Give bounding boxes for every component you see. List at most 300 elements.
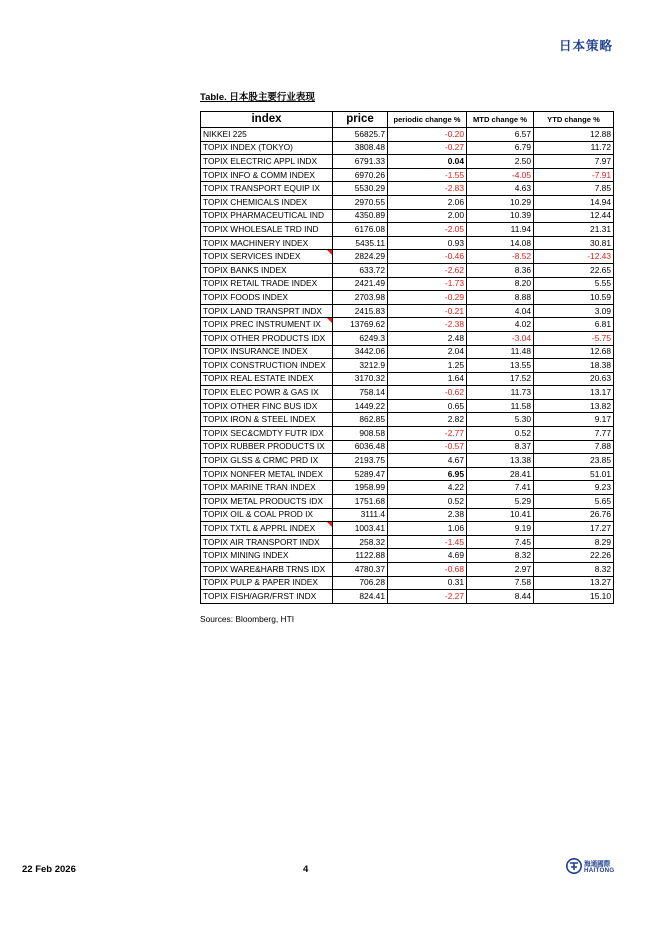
cell-periodic-change-text: -2.77 <box>444 427 464 438</box>
cell-price-text: 258.32 <box>359 536 385 547</box>
cell-ytd-change-text: 20.63 <box>590 373 611 384</box>
footer-date: 22 Feb 2026 <box>22 864 76 875</box>
cell-ytd-change-text: 22.26 <box>590 550 611 561</box>
table-caption: Table. 日本股主要行业表现 <box>200 92 315 103</box>
cell-ytd-change <box>534 359 614 373</box>
table-row <box>201 223 614 237</box>
cell-periodic-change <box>388 250 467 264</box>
cell-mtd-change <box>467 128 534 142</box>
cell-periodic-change-text: 1.25 <box>447 359 464 370</box>
cell-price-text: 13769.62 <box>350 319 385 330</box>
cell-index-name-text: TOPIX OTHER PRODUCTS IDX <box>203 332 326 343</box>
cell-ytd-change-text: 9.23 <box>594 482 611 493</box>
cell-index-name <box>201 467 333 481</box>
cell-ytd-change-text: 8.29 <box>594 536 611 547</box>
cell-ytd-change <box>534 563 614 577</box>
cell-mtd-change <box>467 304 534 318</box>
cell-ytd-change-text: 5.65 <box>594 495 611 506</box>
cell-mtd-change-text: -8.52 <box>511 251 531 262</box>
cell-mtd-change-text: 8.20 <box>514 278 531 289</box>
table-row <box>201 141 614 155</box>
cell-ytd-change-text: 26.76 <box>590 509 611 520</box>
table-row <box>201 399 614 413</box>
cell-index-name <box>201 291 333 305</box>
cell-mtd-change <box>467 508 534 522</box>
cell-price-text: 6970.26 <box>354 169 385 180</box>
cell-periodic-change <box>388 399 467 413</box>
cell-ytd-change <box>534 440 614 454</box>
cell-periodic-change <box>388 318 467 332</box>
cell-mtd-change-text: 13.55 <box>510 359 531 370</box>
cell-index-name <box>201 277 333 291</box>
cell-index-name <box>201 522 333 536</box>
cell-index-name-text: TOPIX MARINE TRAN INDEX <box>203 482 316 493</box>
cell-mtd-change <box>467 549 534 563</box>
table-header-row <box>201 112 614 128</box>
cell-index-name-text: TOPIX CONSTRUCTION INDEX <box>203 359 326 370</box>
cell-periodic-change-text: -0.29 <box>444 291 464 302</box>
cell-price <box>333 413 388 427</box>
table-row <box>201 495 614 509</box>
cell-index-name <box>201 508 333 522</box>
cell-mtd-change <box>467 495 534 509</box>
logo-text-cn: 海通國際 <box>584 861 611 868</box>
table-row <box>201 590 614 604</box>
table-row <box>201 413 614 427</box>
cell-mtd-change <box>467 522 534 536</box>
cell-mtd-change <box>467 155 534 169</box>
cell-price <box>333 209 388 223</box>
cell-mtd-change <box>467 427 534 441</box>
cell-mtd-change <box>467 250 534 264</box>
table-row <box>201 454 614 468</box>
cell-index-name-text: TOPIX AIR TRANSPORT INDX <box>203 536 320 547</box>
cell-index-name-text: TOPIX RUBBER PRODUCTS IX <box>203 441 325 452</box>
cell-ytd-change <box>534 413 614 427</box>
cell-price-text: 824.41 <box>359 590 385 601</box>
cell-ytd-change-text: 14.94 <box>590 196 611 207</box>
cell-periodic-change-text: -0.62 <box>444 387 464 398</box>
cell-ytd-change <box>534 304 614 318</box>
cell-index-name-text: TOPIX PULP & PAPER INDEX <box>203 577 318 588</box>
cell-mtd-change <box>467 413 534 427</box>
cell-index-name-text: TOPIX SERVICES INDEX <box>203 251 301 262</box>
cell-ytd-change <box>534 549 614 563</box>
cell-mtd-change-text: 14.08 <box>510 237 531 248</box>
cell-index-name <box>201 168 333 182</box>
cell-index-name-text: TOPIX FISH/AGR/FRST INDX <box>203 590 317 601</box>
cell-mtd-change-text: -3.04 <box>511 332 531 343</box>
table-row <box>201 467 614 481</box>
cell-ytd-change <box>534 399 614 413</box>
cell-periodic-change-text: 0.04 <box>447 155 464 166</box>
cell-periodic-change <box>388 549 467 563</box>
cell-index-name-text: TOPIX NONFER METAL INDEX <box>203 468 323 479</box>
cell-ytd-change-text: -7.91 <box>591 169 611 180</box>
cell-index-name-text: TOPIX SEC&CMDTY FUTR IDX <box>203 427 324 438</box>
cell-price <box>333 331 388 345</box>
cell-price-text: 6036.48 <box>354 441 385 452</box>
cell-index-name-text: TOPIX FOODS INDEX <box>203 291 289 302</box>
cell-ytd-change-text: 12.44 <box>590 210 611 221</box>
cell-mtd-change-text: 11.58 <box>510 400 531 411</box>
page-number: 4 <box>303 864 309 875</box>
cell-price-text: 3111.4 <box>360 509 385 520</box>
column-header-price: price <box>333 112 388 128</box>
cell-ytd-change-text: 51.01 <box>590 468 611 479</box>
cell-index-name <box>201 318 333 332</box>
table-row <box>201 359 614 373</box>
cell-mtd-change <box>467 277 534 291</box>
cell-index-name-text: NIKKEI 225 <box>203 128 247 139</box>
cell-periodic-change <box>388 359 467 373</box>
cell-periodic-change-text: -1.73 <box>444 278 464 289</box>
comment-flag-icon <box>327 522 332 527</box>
cell-price <box>333 386 388 400</box>
cell-periodic-change-text: 0.31 <box>447 577 464 588</box>
cell-price-text: 758.14 <box>359 387 385 398</box>
cell-ytd-change-text: 5.55 <box>594 278 611 289</box>
cell-ytd-change-text: 13.82 <box>590 400 611 411</box>
cell-index-name-text: TOPIX REAL ESTATE INDEX <box>203 373 314 384</box>
cell-periodic-change <box>388 427 467 441</box>
cell-price <box>333 454 388 468</box>
cell-mtd-change <box>467 209 534 223</box>
cell-price <box>333 522 388 536</box>
table-row <box>201 427 614 441</box>
cell-ytd-change <box>534 195 614 209</box>
cell-mtd-change-text: 8.37 <box>514 441 531 452</box>
column-header-periodic-change: periodic change % <box>388 112 467 128</box>
cell-mtd-change-text: 11.94 <box>510 223 531 234</box>
cell-periodic-change-text: 2.00 <box>447 210 464 221</box>
cell-index-name-text: TOPIX TRANSPORT EQUIP IX <box>203 183 320 194</box>
cell-price <box>333 481 388 495</box>
cell-periodic-change-text: -0.21 <box>444 305 464 316</box>
cell-ytd-change-text: 12.88 <box>590 128 611 139</box>
cell-index-name-text: TOPIX LAND TRANSPRT INDX <box>203 305 322 316</box>
cell-mtd-change-text: 0.52 <box>514 427 531 438</box>
cell-periodic-change <box>388 263 467 277</box>
cell-price-text: 4780.37 <box>354 563 385 574</box>
cell-ytd-change <box>534 372 614 386</box>
cell-index-name <box>201 563 333 577</box>
cell-ytd-change-text: 7.85 <box>594 183 611 194</box>
cell-price-text: 2193.75 <box>354 455 385 466</box>
cell-price <box>333 195 388 209</box>
cell-mtd-change-text: 5.29 <box>514 495 531 506</box>
cell-periodic-change <box>388 386 467 400</box>
cell-mtd-change <box>467 223 534 237</box>
cell-mtd-change <box>467 141 534 155</box>
cell-periodic-change <box>388 413 467 427</box>
cell-price <box>333 128 388 142</box>
cell-periodic-change-text: 2.04 <box>447 346 464 357</box>
cell-periodic-change <box>388 141 467 155</box>
table-row <box>201 508 614 522</box>
cell-mtd-change-text: 9.19 <box>514 523 531 534</box>
cell-mtd-change-text: 8.32 <box>514 550 531 561</box>
table-row <box>201 481 614 495</box>
cell-price <box>333 467 388 481</box>
cell-ytd-change-text: 18.38 <box>590 359 611 370</box>
cell-mtd-change <box>467 440 534 454</box>
cell-ytd-change-text: 11.72 <box>590 142 611 153</box>
cell-price-text: 56825.7 <box>354 128 385 139</box>
table-row <box>201 209 614 223</box>
cell-periodic-change <box>388 195 467 209</box>
cell-mtd-change-text: 5.30 <box>514 414 531 425</box>
cell-price <box>333 155 388 169</box>
cell-price <box>333 304 388 318</box>
cell-ytd-change <box>534 277 614 291</box>
cell-periodic-change-text: 0.93 <box>447 237 464 248</box>
cell-mtd-change-text: 8.88 <box>514 291 531 302</box>
cell-price-text: 1449.22 <box>354 400 385 411</box>
cell-ytd-change-text: 23.85 <box>590 455 611 466</box>
cell-mtd-change <box>467 359 534 373</box>
cell-periodic-change <box>388 155 467 169</box>
cell-mtd-change-text: 2.97 <box>514 563 531 574</box>
table-row <box>201 155 614 169</box>
cell-periodic-change <box>388 535 467 549</box>
cell-periodic-change <box>388 495 467 509</box>
cell-ytd-change <box>534 535 614 549</box>
cell-ytd-change <box>534 427 614 441</box>
cell-periodic-change-text: -2.38 <box>444 319 464 330</box>
cell-periodic-change <box>388 209 467 223</box>
cell-price-text: 2970.55 <box>354 196 385 207</box>
table-row <box>201 372 614 386</box>
cell-mtd-change <box>467 399 534 413</box>
table-row <box>201 250 614 264</box>
table-row <box>201 576 614 590</box>
cell-price-text: 3212.9 <box>359 359 385 370</box>
cell-ytd-change <box>534 182 614 196</box>
cell-index-name-text: TOPIX WHOLESALE TRD IND <box>203 223 319 234</box>
cell-index-name-text: TOPIX PHARMACEUTICAL IND <box>203 210 324 221</box>
cell-index-name <box>201 372 333 386</box>
cell-ytd-change <box>534 291 614 305</box>
cell-ytd-change <box>534 481 614 495</box>
table-row <box>201 128 614 142</box>
cell-price-text: 2415.83 <box>354 305 385 316</box>
cell-periodic-change <box>388 467 467 481</box>
cell-price-text: 2703.98 <box>354 291 385 302</box>
cell-index-name-text: TOPIX ELECTRIC APPL INDX <box>203 155 318 166</box>
cell-periodic-change <box>388 454 467 468</box>
cell-ytd-change <box>534 128 614 142</box>
haitong-logo <box>566 858 618 878</box>
cell-ytd-change-text: 10.59 <box>590 291 611 302</box>
cell-index-name <box>201 386 333 400</box>
cell-index-name <box>201 209 333 223</box>
cell-ytd-change-text: 15.10 <box>590 590 611 601</box>
cell-mtd-change <box>467 168 534 182</box>
cell-ytd-change <box>534 331 614 345</box>
cell-ytd-change-text: 13.17 <box>590 387 611 398</box>
cell-index-name <box>201 195 333 209</box>
cell-index-name <box>201 454 333 468</box>
table-row <box>201 386 614 400</box>
cell-price <box>333 182 388 196</box>
cell-price <box>333 508 388 522</box>
cell-index-name-text: TOPIX METAL PRODUCTS IDX <box>203 495 323 506</box>
cell-periodic-change-text: 4.69 <box>447 550 464 561</box>
cell-ytd-change-text: 12.68 <box>590 346 611 357</box>
cell-mtd-change-text: 4.04 <box>514 305 531 316</box>
cell-index-name <box>201 427 333 441</box>
cell-ytd-change <box>534 345 614 359</box>
cell-index-name <box>201 304 333 318</box>
cell-periodic-change <box>388 304 467 318</box>
cell-mtd-change-text: 11.48 <box>510 346 531 357</box>
cell-mtd-change <box>467 576 534 590</box>
cell-ytd-change <box>534 209 614 223</box>
cell-price-text: 1122.88 <box>355 550 385 561</box>
table-row <box>201 549 614 563</box>
cell-price <box>333 495 388 509</box>
cell-price <box>333 440 388 454</box>
cell-index-name-text: TOPIX GLSS & CRMC PRD IX <box>203 455 319 466</box>
cell-periodic-change <box>388 223 467 237</box>
cell-mtd-change-text: 17.52 <box>510 373 531 384</box>
cell-index-name <box>201 263 333 277</box>
cell-periodic-change-text: 0.65 <box>447 400 464 411</box>
cell-ytd-change-text: 22.65 <box>590 264 611 275</box>
cell-mtd-change <box>467 535 534 549</box>
cell-mtd-change-text: 11.73 <box>510 387 531 398</box>
cell-price <box>333 372 388 386</box>
cell-ytd-change-text: 8.32 <box>594 563 611 574</box>
cell-ytd-change-text: 21.31 <box>590 223 611 234</box>
cell-ytd-change <box>534 386 614 400</box>
cell-index-name <box>201 440 333 454</box>
cell-index-name <box>201 590 333 604</box>
cell-mtd-change <box>467 318 534 332</box>
cell-price <box>333 399 388 413</box>
cell-price <box>333 250 388 264</box>
cell-index-name-text: TOPIX MACHINERY INDEX <box>203 237 309 248</box>
table-row <box>201 331 614 345</box>
cell-periodic-change-text: -0.57 <box>444 441 464 452</box>
cell-mtd-change <box>467 590 534 604</box>
cell-periodic-change-text: 4.22 <box>447 482 464 493</box>
cell-mtd-change <box>467 236 534 250</box>
cell-periodic-change <box>388 563 467 577</box>
table-row <box>201 291 614 305</box>
cell-price-text: 908.58 <box>359 427 385 438</box>
cell-price <box>333 168 388 182</box>
report-section-title: 日本策略 <box>558 38 613 53</box>
cell-ytd-change-text: 9.17 <box>594 414 611 425</box>
cell-mtd-change <box>467 331 534 345</box>
cell-index-name-text: TOPIX WARE&HARB TRNS IDX <box>203 563 326 574</box>
cell-ytd-change-text: 17.27 <box>590 523 611 534</box>
cell-periodic-change-text: 2.38 <box>447 509 464 520</box>
cell-index-name-text: TOPIX INSURANCE INDEX <box>203 346 308 357</box>
cell-price-text: 706.28 <box>359 577 385 588</box>
cell-ytd-change <box>534 223 614 237</box>
cell-index-name-text: TOPIX IRON & STEEL INDEX <box>203 414 316 425</box>
cell-index-name <box>201 413 333 427</box>
cell-periodic-change-text: 2.82 <box>447 414 464 425</box>
cell-price <box>333 236 388 250</box>
cell-periodic-change-text: -0.27 <box>444 142 464 153</box>
cell-ytd-change-text: 3.09 <box>594 305 611 316</box>
cell-index-name-text: TOPIX OTHER FINC BUS IDX <box>203 400 318 411</box>
cell-mtd-change-text: 7.41 <box>514 482 531 493</box>
cell-mtd-change-text: 13.38 <box>510 455 531 466</box>
cell-periodic-change <box>388 372 467 386</box>
cell-index-name-text: TOPIX MINING INDEX <box>203 550 289 561</box>
table-row <box>201 277 614 291</box>
cell-index-name <box>201 535 333 549</box>
cell-periodic-change-text: -0.20 <box>444 128 464 139</box>
cell-ytd-change <box>534 263 614 277</box>
cell-periodic-change-text: -2.62 <box>444 264 464 275</box>
cell-mtd-change-text: 7.45 <box>514 536 531 547</box>
cell-price-text: 2421.49 <box>354 278 385 289</box>
table-row <box>201 195 614 209</box>
cell-periodic-change-text: -2.27 <box>444 590 464 601</box>
cell-price-text: 3808.48 <box>354 142 385 153</box>
cell-index-name-text: TOPIX BANKS INDEX <box>203 264 287 275</box>
cell-mtd-change <box>467 372 534 386</box>
cell-ytd-change <box>534 168 614 182</box>
cell-price-text: 5289.47 <box>354 468 385 479</box>
cell-mtd-change-text: 8.44 <box>514 590 531 601</box>
table-row <box>201 236 614 250</box>
cell-price <box>333 318 388 332</box>
cell-ytd-change-text: 6.81 <box>594 319 611 330</box>
cell-mtd-change-text: 6.57 <box>514 128 531 139</box>
cell-price-text: 5530.29 <box>354 183 385 194</box>
cell-periodic-change-text: -1.45 <box>444 536 464 547</box>
haitong-logo-icon <box>566 858 582 874</box>
cell-index-name <box>201 223 333 237</box>
cell-ytd-change-text: 13.27 <box>590 577 611 588</box>
cell-periodic-change-text: 1.06 <box>447 523 464 534</box>
cell-index-name-text: TOPIX TXTL & APPRL INDEX <box>203 523 316 534</box>
cell-price <box>333 359 388 373</box>
cell-price <box>333 549 388 563</box>
cell-periodic-change <box>388 481 467 495</box>
cell-price <box>333 263 388 277</box>
cell-index-name-text: TOPIX INDEX (TOKYO) <box>203 142 293 153</box>
comment-flag-icon <box>327 250 332 255</box>
cell-mtd-change-text: 4.63 <box>514 183 531 194</box>
cell-price <box>333 223 388 237</box>
cell-ytd-change <box>534 522 614 536</box>
sources-note: Sources: Bloomberg, HTI <box>200 614 295 624</box>
table-body <box>201 128 614 604</box>
cell-price <box>333 291 388 305</box>
table-row <box>201 168 614 182</box>
cell-ytd-change <box>534 508 614 522</box>
cell-mtd-change <box>467 563 534 577</box>
sector-performance-table <box>200 111 614 604</box>
cell-index-name-text: TOPIX OIL & COAL PROD IX <box>203 509 313 520</box>
cell-price <box>333 563 388 577</box>
cell-ytd-change-text: 7.97 <box>594 155 611 166</box>
cell-index-name-text: TOPIX PREC INSTRUMENT IX <box>203 319 321 330</box>
cell-index-name-text: TOPIX RETAIL TRADE INDEX <box>203 278 318 289</box>
cell-price-text: 5435.11 <box>355 237 385 248</box>
cell-periodic-change <box>388 331 467 345</box>
cell-ytd-change-text: 7.77 <box>594 427 611 438</box>
cell-price-text: 6791.33 <box>354 155 385 166</box>
